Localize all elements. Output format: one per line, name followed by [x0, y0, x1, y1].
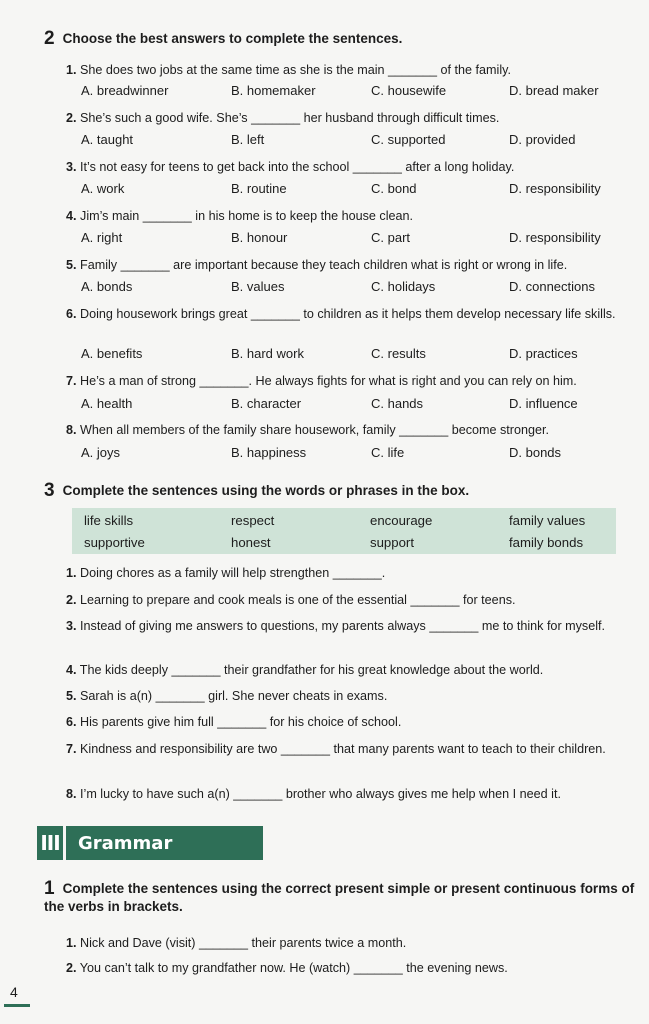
grammar-exercise-1-heading: [44, 880, 644, 916]
ex2-question-4: 4. Jim’s main _______ in his home is to keep the house clean.: [66, 209, 414, 223]
ex2-q3-option-d: D. responsibility: [509, 181, 601, 196]
ex2-q4-option-c: C. part: [371, 230, 411, 245]
ex2-q3-option-a: A. work: [81, 181, 125, 196]
word-box: [72, 508, 616, 554]
ex2-q2-option-d: D. provided: [509, 132, 576, 147]
ex2-q7-option-c: C. hands: [371, 396, 424, 411]
ex3-question-2: 2. Learning to prepare and cook meals is one of the essential _______ for teens.: [66, 593, 516, 607]
ex2-question-7: 7. He’s a man of strong _______. He always fights for what is right and you can rely on him.: [66, 374, 577, 388]
ex2-q8-option-c: C. life: [371, 445, 405, 460]
ex2-q1-option-c: C. housewife: [371, 83, 447, 98]
ex2-q5-option-d: D. connections: [509, 279, 595, 294]
ex3-question-7: 7. Kindness and responsibility are two _______ that many parents want to teach to their children.: [66, 742, 606, 756]
exercise-number: 2: [44, 28, 55, 49]
ex2-q7-option-d: D. influence: [509, 396, 578, 411]
ex2-question-6: 6. Doing housework brings great _______ to children as it helps them develop necessary life skills.: [66, 307, 616, 321]
ex2-q4-option-d: D. responsibility: [509, 230, 601, 245]
ex2-question-1: 1. She does two jobs at the same time as she is the main _______ of the family.: [66, 63, 512, 77]
page-number-underline: [4, 1004, 30, 1007]
ex2-q7-option-a: A. health: [81, 396, 133, 411]
ex2-q6-option-a: A. benefits: [81, 346, 143, 361]
box-word: supportive: [84, 535, 145, 550]
ex2-q6-option-c: C. results: [371, 346, 426, 361]
ex2-q3-option-b: B. routine: [231, 181, 287, 196]
ex3-question-1: 1. Doing chores as a family will help strengthen _______.: [66, 566, 386, 580]
ex2-q4-option-b: B. honour: [231, 230, 288, 245]
section-title: Grammar: [78, 832, 173, 854]
ex2-q2-option-b: B. left: [231, 132, 265, 147]
grammar-question-1: 1. Nick and Dave (visit) _______ their parents twice a month.: [66, 936, 407, 950]
ex2-q5-option-a: A. bonds: [81, 279, 133, 294]
ex2-q8-option-d: D. bonds: [509, 445, 562, 460]
ex2-question-2: 2. She’s such a good wife. She’s _______ her husband through difficult times.: [66, 111, 500, 125]
box-word: family bonds: [509, 535, 584, 550]
ex2-q2-option-c: C. supported: [371, 132, 446, 147]
grammar-section-header: [37, 826, 263, 860]
exercise-instruction: Complete the sentences using the correct present simple or present continuous forms of the verbs in brackets.: [44, 881, 635, 914]
exercise-instruction: Complete the sentences using the words or phrases in the box.: [62, 483, 470, 498]
ex2-q6-option-d: D. practices: [509, 346, 578, 361]
ex2-question-3: 3. It’s not easy for teens to get back into the school _______ after a long holiday.: [66, 160, 515, 174]
ex2-q1-option-a: A. breadwinner: [81, 83, 169, 98]
exercise-2-heading: [44, 28, 402, 50]
ex3-question-3: 3. Instead of giving me answers to questions, my parents always _______ me to think for myself.: [66, 619, 606, 633]
ex2-question-5: 5. Family _______ are important because they teach children what is right or wrong in life.: [66, 258, 568, 272]
box-word: encourage: [370, 513, 433, 528]
ex2-q8-option-a: A. joys: [81, 445, 121, 460]
ex2-q6-option-b: B. hard work: [231, 346, 304, 361]
exercise-number: 3: [44, 480, 55, 501]
exercise-3-heading: [44, 480, 469, 502]
box-word: family values: [509, 513, 586, 528]
ex2-q8-option-b: B. happiness: [231, 445, 307, 460]
grammar-question-2: 2. You can’t talk to my grandfather now. He (watch) _______ the evening news.: [66, 961, 508, 975]
page-number: 4: [10, 984, 18, 1000]
ex2-q5-option-c: C. holidays: [371, 279, 436, 294]
ex3-question-6: 6. His parents give him full _______ for his choice of school.: [66, 715, 402, 729]
box-word: honest: [231, 535, 271, 550]
box-word: life skills: [84, 513, 134, 528]
ex3-question-4: 4. The kids deeply _______ their grandfather for his great knowledge about the world.: [66, 663, 544, 677]
ex2-q3-option-c: C. bond: [371, 181, 417, 196]
ex2-q4-option-a: A. right: [81, 230, 123, 245]
ex2-q5-option-b: B. values: [231, 279, 285, 294]
ex3-question-5: 5. Sarah is a(n) _______ girl. She never cheats in exams.: [66, 689, 388, 703]
ex3-question-8: 8. I’m lucky to have such a(n) _______ brother who always gives me help when I need it.: [66, 787, 561, 801]
box-word: support: [370, 535, 414, 550]
section-roman-numeral: III: [40, 831, 60, 855]
ex2-q2-option-a: A. taught: [81, 132, 134, 147]
ex2-q1-option-b: B. homemaker: [231, 83, 316, 98]
exercise-instruction: Choose the best answers to complete the sentences.: [62, 31, 403, 46]
ex2-question-8: 8. When all members of the family share housework, family _______ become stronger.: [66, 423, 550, 437]
exercise-number: 1: [44, 878, 55, 899]
ex2-q7-option-b: B. character: [231, 396, 302, 411]
box-word: respect: [231, 513, 275, 528]
section-divider: [63, 826, 66, 860]
ex2-q1-option-d: D. bread maker: [509, 83, 599, 98]
